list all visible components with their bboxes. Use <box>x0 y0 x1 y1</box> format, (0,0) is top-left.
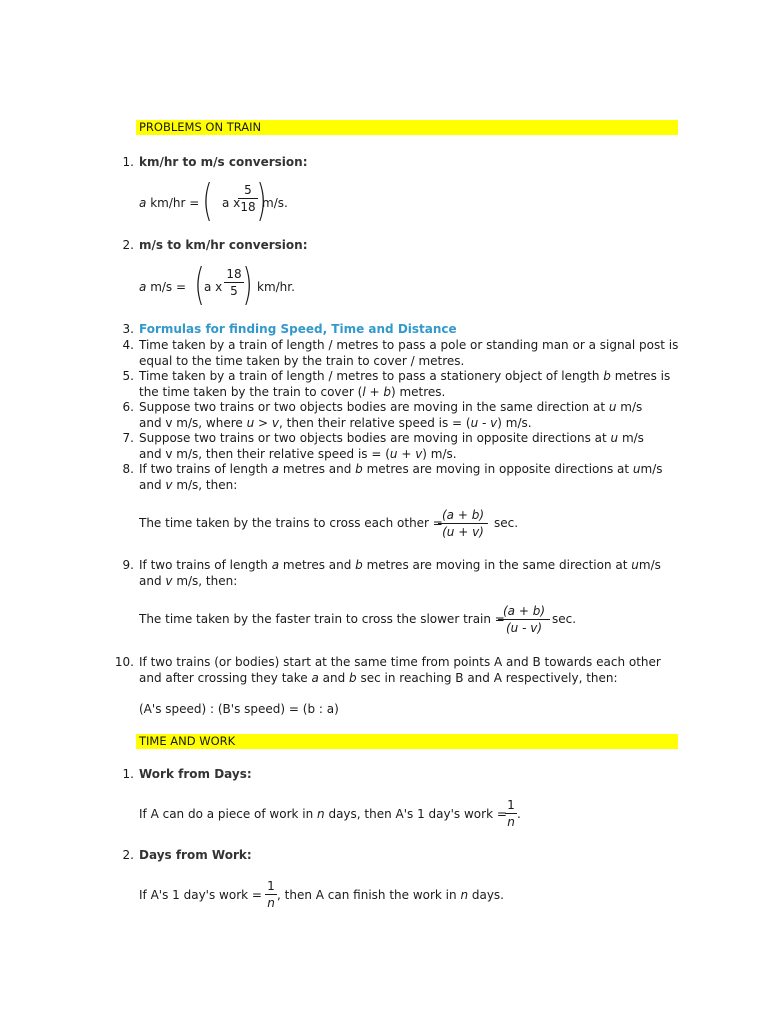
item-title-kmhr-to-ms: km/hr to m/s conversion: <box>139 155 308 169</box>
list-number: 10. <box>114 655 134 669</box>
list-number: 1. <box>122 155 134 169</box>
list-number: 8. <box>122 462 134 476</box>
formula-tail: . <box>517 807 521 821</box>
list-number: 5. <box>122 369 134 383</box>
list-number: 2. <box>122 238 134 252</box>
item-text-line: equal to the time taken by the train to cover / metres. <box>139 354 465 368</box>
item-title-days-from-work: Days from Work: <box>139 848 252 862</box>
formula-text: The time taken by the trains to cross each other = <box>139 516 443 530</box>
section-heading-work: TIME AND WORK <box>136 734 678 749</box>
item-text-line: Suppose two trains or two objects bodies are moving in the same direction at u m/s <box>139 400 643 414</box>
item-text-line: the time taken by the train to cover (l + b) metres. <box>139 385 446 399</box>
right-paren: ) <box>242 259 253 310</box>
item-text-line: Time taken by a train of length / metres to pass a pole or standing man or a signal post is <box>139 338 679 352</box>
formula-speed-ratio: (A's speed) : (B's speed) = (b : a) <box>139 702 339 716</box>
item-text-line: If two trains of length a metres and b metres are moving in opposite directions at um/s <box>139 462 663 476</box>
formula-lhs: a km/hr = <box>139 196 200 210</box>
left-paren: ( <box>194 259 205 310</box>
fraction-a-plus-b-over-u-minus-v: (a + b) (u - v) <box>498 604 550 635</box>
item-text-line: If two trains of length a metres and b metres are moving in the same direction at um/s <box>139 558 661 572</box>
item-text-line: and v m/s, then: <box>139 478 238 492</box>
section-heading-train: PROBLEMS ON TRAIN <box>136 120 678 135</box>
formula-unit: m/s. <box>262 196 288 210</box>
formula-unit: km/hr. <box>257 280 295 294</box>
left-paren: ( <box>202 175 213 226</box>
item-text-line: and v m/s, where u > v, then their relative speed is = (u - v) m/s. <box>139 416 532 430</box>
item-title-work-from-days: Work from Days: <box>139 767 252 781</box>
item-text-line: and after crossing they take a and b sec in reaching B and A respectively, then: <box>139 671 618 685</box>
formula-text: The time taken by the faster train to cross the slower train = <box>139 612 505 626</box>
fraction-18-over-5: 18 5 <box>224 267 244 298</box>
fraction-5-over-18: 5 18 <box>238 183 258 214</box>
right-paren: ) <box>256 175 267 226</box>
formula-unit: sec. <box>494 516 519 530</box>
item-text-line: and v m/s, then: <box>139 574 238 588</box>
item-text-line: If two trains (or bodies) start at the same time from points A and B towards each other <box>139 655 661 669</box>
item-title-ms-to-kmhr: m/s to km/hr conversion: <box>139 238 308 252</box>
fraction-1-over-n: 1 n <box>265 879 277 910</box>
list-number: 3. <box>122 322 134 336</box>
formula-unit: sec. <box>552 612 577 626</box>
list-number: 9. <box>122 558 134 572</box>
item-title-formulas: Formulas for finding Speed, Time and Distance <box>139 322 457 336</box>
list-number: 2. <box>122 848 134 862</box>
fraction-a-plus-b-over-u-plus-v: (a + b) (u + v) <box>438 508 488 539</box>
formula-lhs: a m/s = <box>139 280 187 294</box>
formula-times: a x <box>222 196 241 210</box>
item-text-line: and v m/s, then their relative speed is = (u + v) m/s. <box>139 447 457 461</box>
list-number: 4. <box>122 338 134 352</box>
formula-times: a x <box>204 280 223 294</box>
list-number: 6. <box>122 400 134 414</box>
list-number: 7. <box>122 431 134 445</box>
formula-text: If A can do a piece of work in n days, then A's 1 day's work = <box>139 807 507 821</box>
formula-text: , then A can finish the work in n days. <box>277 888 504 902</box>
fraction-1-over-n: 1 n <box>505 798 517 829</box>
item-text-line: Time taken by a train of length / metres to pass a stationery object of length b metres is <box>139 369 671 383</box>
list-number: 1. <box>122 767 134 781</box>
item-text-line: Suppose two trains or two objects bodies are moving in opposite directions at u m/s <box>139 431 644 445</box>
formula-text: If A's 1 day's work = <box>139 888 262 902</box>
